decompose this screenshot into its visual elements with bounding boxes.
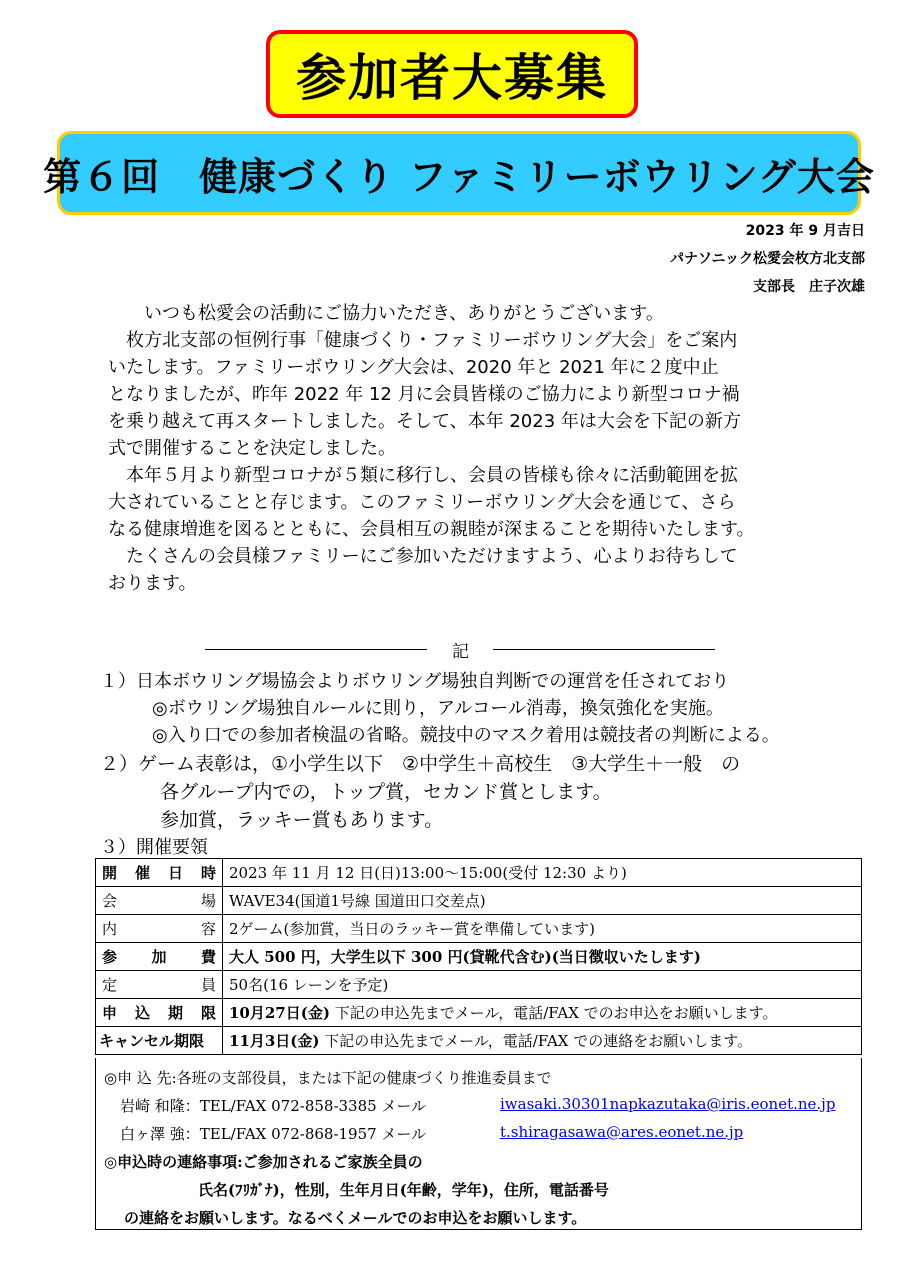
item-1: １）日本ボウリング場協会よりボウリング場独自判断での運営を任されており: [100, 671, 730, 692]
row-label: キャンセル期限: [96, 1027, 223, 1055]
row-value: [223, 1027, 862, 1055]
ki-separator: [205, 637, 715, 663]
table-row: [96, 915, 862, 943]
body-line: たくさんの会員様ファミリーにご参加いただけますよう、心よりお待ちして: [108, 546, 738, 567]
table-row: [96, 1027, 862, 1055]
table-row: [96, 943, 862, 971]
body-line: おります。: [108, 573, 197, 594]
item-1a: ◎ボウリング場独自ルールに則り，アルコール消毒，換気強化を実施。: [152, 698, 724, 719]
separator-line-left: [205, 649, 427, 650]
deadline-note: 下記の申込先までメール，電話/FAX でのお申込をお願いします。: [334, 1004, 778, 1022]
body-line: 大されていることと存じます。このファミリーボウリング大会を通じて、さら: [108, 492, 736, 513]
body-line: を乗り越えて再スタートしました。そして、本年 2023 年は大会を下記の新方: [108, 411, 741, 432]
deadline-date: 10月27日(金): [229, 1004, 330, 1022]
header-date: 2023 年 9 月吉日: [745, 223, 865, 239]
item-2a: 各グループ内での，トップ賞，セカンド賞とします。: [160, 781, 612, 803]
body-line: となりましたが、昨年 2022 年 12 月に会員皆様のご協力により新型コロナ禍: [108, 384, 740, 405]
header-signer: 支部長 庄子次雄: [753, 279, 865, 295]
row-value: 50名(16 レーンを予定): [223, 971, 862, 999]
title-event-banner: [43, 131, 875, 215]
contact-person-2: 白ヶ澤 強：TEL/FAX 072-868-1957 メール: [120, 1125, 427, 1143]
body-line: 枚方北支部の恒例行事「健康づくり・ファミリーボウリング大会」をご案内: [108, 330, 738, 351]
title-main: 参加者大募集: [296, 49, 608, 107]
event-details-table: [95, 858, 862, 1055]
ki-label: 記: [452, 642, 469, 662]
title-event: 第６回 健康づくり ファミリーボウリング大会: [43, 154, 875, 199]
row-value: [223, 999, 862, 1027]
table-row: [96, 999, 862, 1027]
body-line: 本年５月より新型コロナが５類に移行し、会員の皆様も徐々に活動範囲を拡: [108, 465, 738, 486]
row-label: 内 容: [96, 915, 223, 943]
title-main-banner: [266, 30, 638, 118]
row-label: 開 催 日 時: [96, 859, 223, 887]
cancel-date: 11月3日(金): [229, 1032, 320, 1050]
header-organization: パナソニック松愛会枚方北支部: [669, 251, 865, 267]
table-row: [96, 971, 862, 999]
item-1b: ◎入り口での参加者検温の省略。競技中のマスク着用は競技者の判断による。: [152, 725, 780, 746]
table-row: [96, 859, 862, 887]
body-line: いつも松愛会の活動にご協力いただき、ありがとうございます。: [108, 303, 664, 324]
contact-note-1: ◎申込時の連絡事項:ご参加されるご家族全員の: [104, 1153, 423, 1171]
body-line: 式で開催することを決定しました。: [108, 438, 396, 459]
row-label: 会 場: [96, 887, 223, 915]
contact-box: [95, 1058, 862, 1230]
row-label: 参 加 費: [96, 943, 223, 971]
row-label: 申 込 期 限: [96, 999, 223, 1027]
contact-note-3: の連絡をお願いします。なるべくメールでのお申込をお願いします。: [124, 1209, 587, 1227]
email-link-2[interactable]: t.shiragasawa@ares.eonet.ne.jp: [500, 1123, 744, 1141]
contact-intro: ◎申 込 先:各班の支部役員，または下記の健康づくり推進委員まで: [104, 1069, 552, 1087]
item-3: ３）開催要領: [100, 837, 208, 858]
cancel-note: 下記の申込先までメール，電話/FAX での連絡をお願いします。: [324, 1032, 753, 1050]
separator-line-right: [493, 649, 715, 650]
table-row: [96, 887, 862, 915]
item-2: ２）ゲーム表彰は，①小学生以下 ②中学生＋高校生 ③大学生＋一般 の: [100, 753, 741, 775]
contact-note-2: 氏名(ﾌﾘｶﾞﾅ)，性別，生年月日(年齢，学年)，住所，電話番号: [198, 1181, 609, 1199]
row-label: 定 員: [96, 971, 223, 999]
body-line: いたします。ファミリーボウリング大会は、2020 年と 2021 年に２度中止: [108, 357, 719, 378]
item-2b: 参加賞，ラッキー賞もあります。: [160, 809, 444, 831]
row-value: 2023 年 11 月 12 日(日)13:00～15:00(受付 12:30 より): [223, 859, 862, 887]
row-value: WAVE34(国道1号線 国道田口交差点): [223, 887, 862, 915]
row-value: 大人 500 円，大学生以下 300 円(貸靴代含む)(当日徴収いたします): [223, 943, 862, 971]
row-value: 2ゲーム(参加賞，当日のラッキー賞を準備しています): [223, 915, 862, 943]
body-line: なる健康増進を図るとともに、会員相互の親睦が深まることを期待いたします。: [108, 519, 755, 540]
contact-person-1: 岩崎 和隆：TEL/FAX 072-858-3385 メール: [120, 1097, 427, 1115]
email-link-1[interactable]: iwasaki.30301napkazutaka@iris.eonet.ne.jp: [500, 1095, 836, 1113]
